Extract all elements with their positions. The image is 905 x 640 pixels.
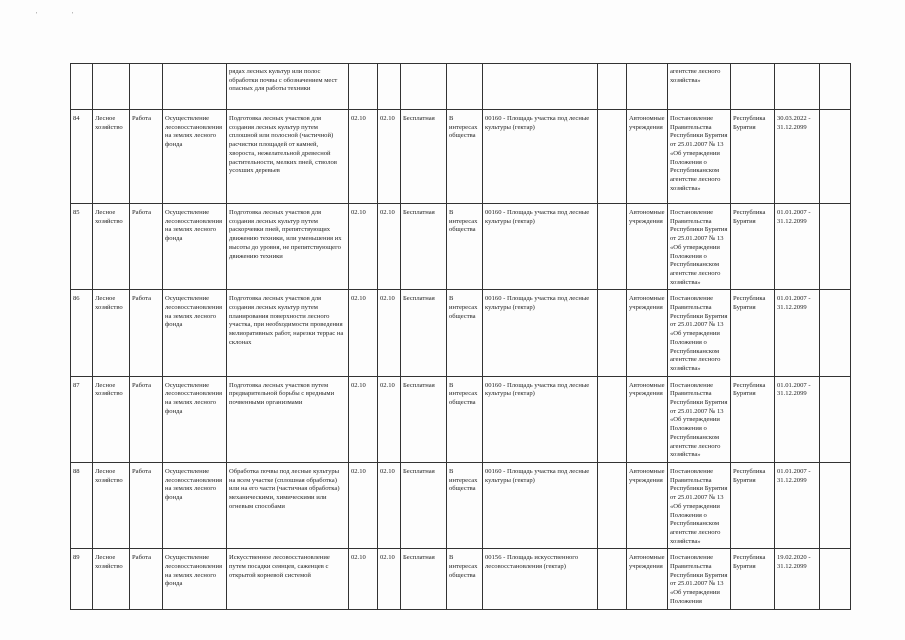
cell-code1: 02.10: [349, 549, 378, 609]
cell-code2: [378, 64, 401, 110]
cell-period: [775, 64, 820, 110]
cell-number: 89: [71, 549, 93, 609]
table-row: [71, 204, 851, 290]
cell-kind: Работа: [130, 110, 163, 204]
cell-extra: [820, 64, 851, 110]
cell-activity: Осуществление лесовосстановления на землях лесного фонда: [163, 462, 227, 548]
cell-region: [731, 64, 775, 110]
cell-institution: Автономные учреждения: [627, 204, 668, 290]
cell-indicator: 00160 - Площадь участка под лесные культуры (гектар): [483, 462, 598, 548]
cell-period: 01.01.2007 - 31.12.2099: [775, 204, 820, 290]
scan-mark-right: ': [72, 11, 74, 19]
cell-service: Подготовка лесных участков для создания лесных культур путем планирования поверхности лесного участка, при необходимости проведения мелиоративных работ, нарезки террас на склонах: [227, 290, 349, 376]
register-rows: [71, 110, 851, 610]
cell-legal-basis: Постановление Правительства Республики Бурятия от 25.01.2007 № 13 «Об утверждении Положения о Республиканском агентстве лесного хозяйства»: [668, 290, 731, 376]
cell-kind: Работа: [130, 204, 163, 290]
cell-indicator: 00156 - Площадь искусственного лесовосстановления (гектар): [483, 549, 598, 609]
cell-activity: Осуществление лесовосстановления на землях лесного фонда: [163, 549, 227, 609]
cell-period: 01.01.2007 - 31.12.2099: [775, 290, 820, 376]
cell-activity: Осуществление лесовосстановления на землях лесного фонда: [163, 110, 227, 204]
cell-institution: Автономные учреждения: [627, 110, 668, 204]
cell-spacer: [598, 110, 627, 204]
cell-sector: Лесное хозяйство: [93, 290, 130, 376]
cell-sector: Лесное хозяйство: [93, 110, 130, 204]
cell-sector: Лесное хозяйство: [93, 204, 130, 290]
cell-extra: [820, 376, 851, 462]
cell-spacer: [598, 290, 627, 376]
cell-region: Республика Бурятия: [731, 290, 775, 376]
cell-payment: [401, 64, 447, 110]
cell-period: 01.01.2007 - 31.12.2099: [775, 462, 820, 548]
table-row: [71, 462, 851, 548]
cell-kind: Работа: [130, 549, 163, 609]
cell-code1: 02.10: [349, 110, 378, 204]
cell-code2: 02.10: [378, 462, 401, 548]
cell-activity: [163, 64, 227, 110]
cell-number: 87: [71, 376, 93, 462]
cell-region: Республика Бурятия: [731, 110, 775, 204]
cell-kind: Работа: [130, 462, 163, 548]
cell-spacer: [598, 64, 627, 110]
register-table: [70, 63, 851, 610]
cell-kind: Работа: [130, 290, 163, 376]
cell-spacer: [598, 549, 627, 609]
cell-institution: Автономные учреждения: [627, 549, 668, 609]
table-row: [71, 110, 851, 204]
cell-payment: Бесплатная: [401, 204, 447, 290]
cell-number: 86: [71, 290, 93, 376]
cell-sector: Лесное хозяйство: [93, 376, 130, 462]
cell-region: Республика Бурятия: [731, 549, 775, 609]
cell-number: [71, 64, 93, 110]
cell-institution: [627, 64, 668, 110]
cell-code1: 02.10: [349, 462, 378, 548]
cell-code2: 02.10: [378, 376, 401, 462]
cell-extra: [820, 549, 851, 609]
cell-interest: В интересах общества: [447, 549, 483, 609]
cell-sector: [93, 64, 130, 110]
cell-indicator: 00160 - Площадь участка под лесные культуры (гектар): [483, 290, 598, 376]
cell-code2: 02.10: [378, 290, 401, 376]
cell-indicator: 00160 - Площадь участка под лесные культуры (гектар): [483, 204, 598, 290]
cell-region: Республика Бурятия: [731, 462, 775, 548]
cell-payment: Бесплатная: [401, 290, 447, 376]
cell-kind: Работа: [130, 376, 163, 462]
cell-institution: Автономные учреждения: [627, 376, 668, 462]
cell-legal-basis: Постановление Правительства Республики Бурятия от 25.01.2007 № 13 «Об утверждении Положения о Республиканском агентстве лесного хозяйства»: [668, 462, 731, 548]
cell-legal-basis: Постановление Правительства Республики Бурятия от 25.01.2007 № 13 «Об утверждении Положения о Республиканском агентстве лесного хозяйства»: [668, 204, 731, 290]
cell-interest: В интересах общества: [447, 462, 483, 548]
cell-service: рядах лесных культур или полос обработки почвы с обозначением мест опасных для работы техники: [227, 64, 349, 110]
cell-extra: [820, 290, 851, 376]
cell-period: 19.02.2020 - 31.12.2099: [775, 549, 820, 609]
cell-payment: Бесплатная: [401, 549, 447, 609]
table-row: [71, 290, 851, 376]
cell-payment: Бесплатная: [401, 462, 447, 548]
cell-payment: Бесплатная: [401, 376, 447, 462]
cell-payment: Бесплатная: [401, 110, 447, 204]
cell-extra: [820, 204, 851, 290]
cell-kind: [130, 64, 163, 110]
cell-service: Искусственное лесовосстановление путем посадки сеянцев, саженцев с открытой корневой системой: [227, 549, 349, 609]
cell-number: 88: [71, 462, 93, 548]
cell-spacer: [598, 204, 627, 290]
cell-code1: 02.10: [349, 204, 378, 290]
cell-legal-basis: Постановление Правительства Республики Бурятия от 25.01.2007 № 13 «Об утверждении Положения о Республиканском агентстве лесного хозяйства»: [668, 376, 731, 462]
table-row: [71, 376, 851, 462]
cell-sector: Лесное хозяйство: [93, 549, 130, 609]
cell-institution: Автономные учреждения: [627, 290, 668, 376]
cell-spacer: [598, 462, 627, 548]
cell-spacer: [598, 376, 627, 462]
cell-code2: 02.10: [378, 549, 401, 609]
cell-period: 30.03.2022 - 31.12.2099: [775, 110, 820, 204]
cell-interest: В интересах общества: [447, 204, 483, 290]
cell-code1: 02.10: [349, 376, 378, 462]
cell-extra: [820, 462, 851, 548]
cell-code1: [349, 64, 378, 110]
cell-interest: [447, 64, 483, 110]
cell-indicator: 00160 - Площадь участка под лесные культуры (гектар): [483, 110, 598, 204]
cell-interest: В интересах общества: [447, 110, 483, 204]
cell-number: 84: [71, 110, 93, 204]
cell-code2: 02.10: [378, 204, 401, 290]
table-row-continuation: [71, 64, 851, 110]
cell-region: Республика Бурятия: [731, 376, 775, 462]
cell-legal-basis: Постановление Правительства Республики Бурятия от 25.01.2007 № 13 «Об утверждении Положения: [668, 549, 731, 609]
cell-code1: 02.10: [349, 290, 378, 376]
cell-interest: В интересах общества: [447, 290, 483, 376]
table-row: [71, 549, 851, 609]
cell-service: Обработка почвы под лесные культуры на всем участке (сплошная обработка) или на его части (частичная обработка) механическими, химическими или огневым способами: [227, 462, 349, 548]
cell-number: 85: [71, 204, 93, 290]
cell-service: Подготовка лесных участков для создания лесных культур путем сплошной или полосной (частичной) расчистки площадей от камней, хвороста, нежелательной древесной растительности, мелких пней, стволов усохших деревьев: [227, 110, 349, 204]
cell-service: Подготовка лесных участков путем предварительной борьбы с вредными почвенными организмами: [227, 376, 349, 462]
cell-sector: Лесное хозяйство: [93, 462, 130, 548]
cell-code2: 02.10: [378, 110, 401, 204]
cell-activity: Осуществление лесовосстановления на землях лесного фонда: [163, 204, 227, 290]
scan-mark-left: ': [36, 11, 38, 19]
cell-indicator: 00160 - Площадь участка под лесные культуры (гектар): [483, 376, 598, 462]
cell-interest: В интересах общества: [447, 376, 483, 462]
cell-service: Подготовка лесных участков для создания лесных культур путем раскорчевки пней, препятствующих движению техники, или уменьшения их высоты до уровня, не препятствующего движению техники: [227, 204, 349, 290]
cell-activity: Осуществление лесовосстановления на землях лесного фонда: [163, 376, 227, 462]
cell-extra: [820, 110, 851, 204]
cell-region: Республика Бурятия: [731, 204, 775, 290]
cell-legal-basis: Постановление Правительства Республики Бурятия от 25.01.2007 № 13 «Об утверждении Положения о Республиканском агентстве лесного хозяйства»: [668, 110, 731, 204]
cell-legal-basis: агентстве лесного хозяйства»: [668, 64, 731, 110]
cell-indicator: [483, 64, 598, 110]
cell-institution: Автономные учреждения: [627, 462, 668, 548]
cell-activity: Осуществление лесовосстановления на землях лесного фонда: [163, 290, 227, 376]
cell-period: 01.01.2007 - 31.12.2099: [775, 376, 820, 462]
